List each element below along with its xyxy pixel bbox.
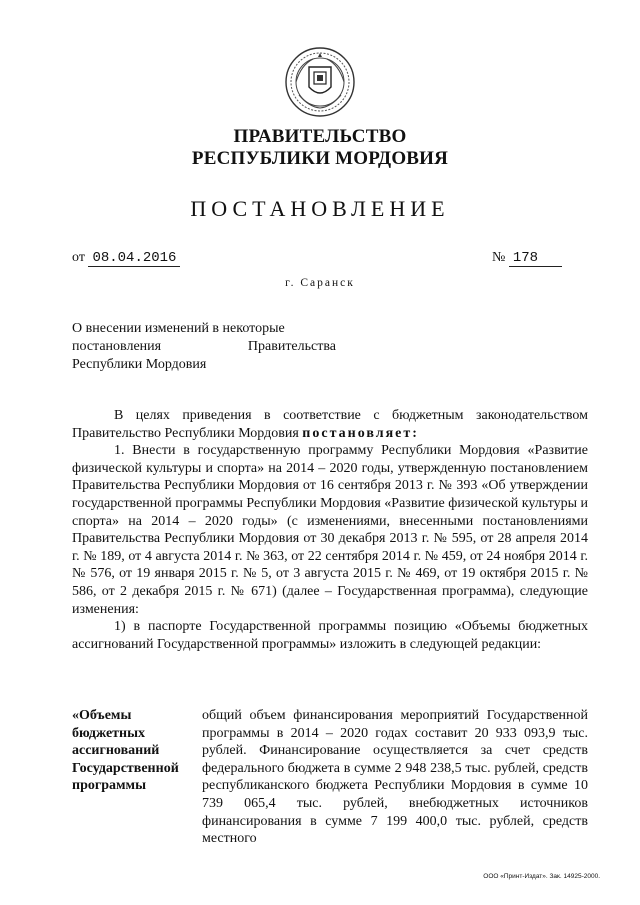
sub-item-1-paragraph: 1) в паспорте Государственной программы позицию «Объемы бюджетных ассигнований Государственной программы» изложить в следующей редакции: xyxy=(72,619,588,652)
intro-text: В целях приведения в соответствие с бюджетным законодательством Правительство Республики Мордовия xyxy=(72,408,588,441)
decree-body xyxy=(72,407,588,653)
subject-text: постановления xyxy=(72,339,162,354)
government-name-line1: ПРАВИТЕЛЬСТВО xyxy=(233,126,407,147)
coat-of-arms-emblem xyxy=(283,45,357,119)
city-label: г. Саранск xyxy=(285,277,355,289)
number-prefix: № xyxy=(492,250,506,265)
number-value: 178 xyxy=(509,250,562,267)
decree-title: ПОСТАНОВЛЕНИЕ xyxy=(190,196,450,221)
subject-line xyxy=(72,338,336,356)
government-name-line2: РЕСПУБЛИКИ МОРДОВИЯ xyxy=(191,148,449,169)
passport-position-table xyxy=(72,707,588,848)
decree-date xyxy=(72,250,180,266)
date-prefix: от xyxy=(72,250,85,265)
subject-line xyxy=(72,320,336,338)
date-value: 08.04.2016 xyxy=(88,250,180,267)
position-name-line: бюджетных xyxy=(72,725,146,741)
decree-number xyxy=(492,250,562,266)
position-name-column xyxy=(72,707,202,848)
subject-text: О внесении изменений в некоторые xyxy=(72,321,285,336)
decree-subject xyxy=(72,320,336,374)
printer-imprint: ООО «Принт-Издат». Зак. 14925-2000. xyxy=(483,873,600,880)
position-name-line: Государственной xyxy=(72,760,179,776)
position-name-line: «Объемы xyxy=(72,708,132,723)
resolves-keyword: постановляет: xyxy=(302,425,419,441)
item-1-paragraph: 1. Внести в государственную программу Республики Мордовия «Развитие физической культуры и спорта» на 2014 – 2020 годы, утвержденную постановлением Правительства Республики Мордовия от 16 сентября 2013 г. № 393 «Об утверждении государственной программы Республики Мордовия «Развитие физической культуры и спорта» на 2014 – 2020 годы» (с изменениями, внесенными постановлениями Правительства Республики Мордовия от 30 декабря 2013 г. № 595, от 28 апреля 2014 г. № 189, от 4 августа 2014 г. № 363, от 22 сентября 2014 г. № 459, от 24 ноября 2014 г. № 576, от 19 января 2015 г. № 5, от 3 августа 2015 г. № 469, от 19 октября 2015 г. № 586, от 2 декабря 2015 г. № 671) (далее – Государственная программа), следующие изменения: xyxy=(72,443,588,617)
subject-text: Республики Мордовия xyxy=(72,357,207,372)
position-value-text: общий объем финансирования мероприятий Государственной программы в 2014 – 2020 годах составит 20 933 093,9 тыс. рублей. Финансирование осуществляется за счет средств федерального бюджета в сумме 2 948 238,5 тыс. рублей, средств республиканского бюджета Республики Мордовия в сумме 10 739 065,4 тыс. рублей, внебюджетных источников финансирования в сумме 7 199 400,0 тыс. рублей, средств местного xyxy=(202,708,588,847)
subject-line xyxy=(72,356,336,374)
intro-paragraph xyxy=(72,407,588,442)
position-name-line: программы xyxy=(72,778,146,794)
subject-text: Правительства xyxy=(247,339,336,354)
position-name-line: ассигнований xyxy=(72,743,160,759)
position-value-column xyxy=(202,707,588,848)
